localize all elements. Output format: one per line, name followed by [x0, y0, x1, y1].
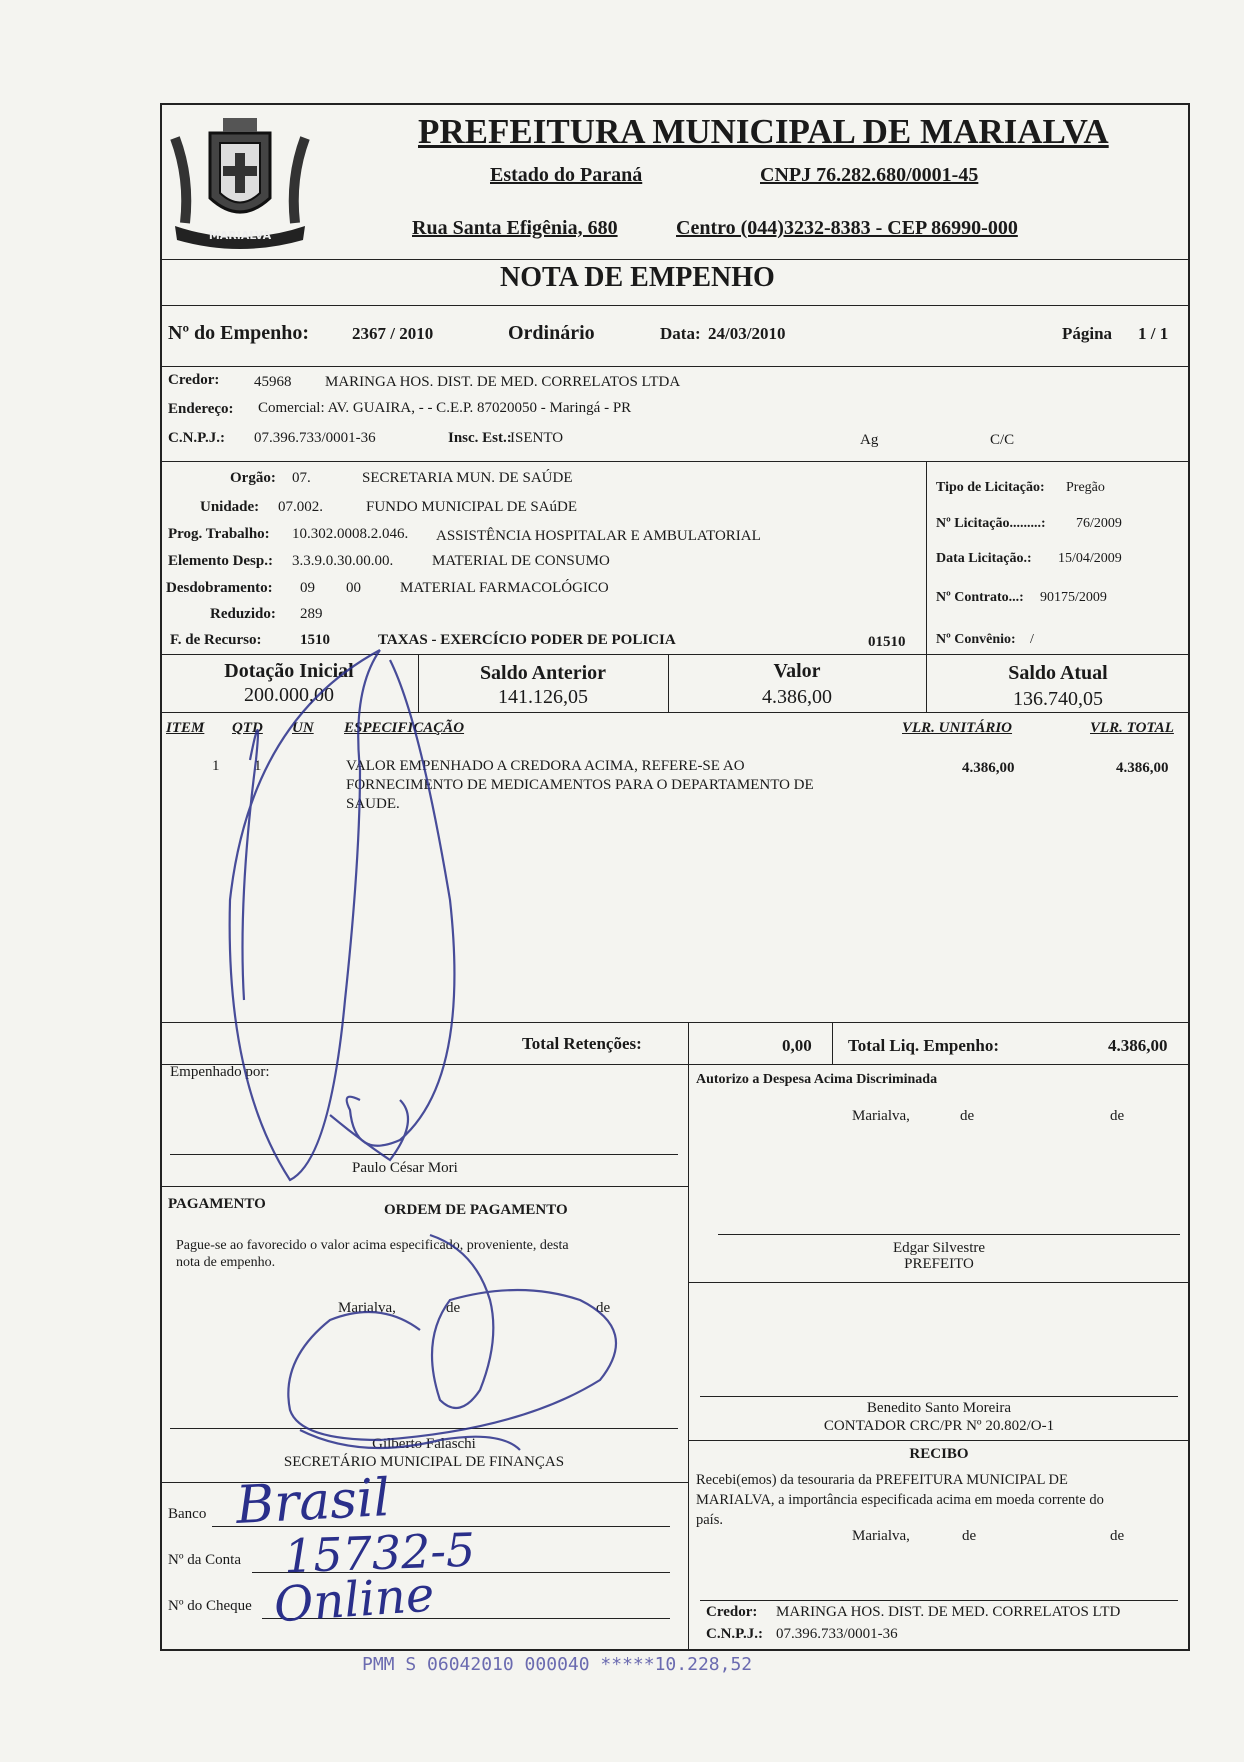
prefeito-name: Edgar Silvestre [892, 1240, 986, 1256]
date-label: Data: [660, 324, 701, 343]
page-value: 1 / 1 [1138, 324, 1169, 343]
reduzido-label: Reduzido: [210, 606, 276, 622]
col-vlr-total: VLR. TOTAL [1090, 720, 1174, 736]
pagamento-de1: de [446, 1300, 461, 1316]
pagamento-text1: Pague-se ao favorecido o valor acima especificado, proveniente, desta [176, 1238, 569, 1253]
cnpj-text: CNPJ 76.282.680/0001-45 [760, 164, 979, 186]
valor-value: 4.386,00 [762, 686, 832, 708]
unidade-value: FUNDO MUNICIPAL DE SAúDE [366, 499, 577, 515]
valor-label: Valor [773, 660, 821, 682]
contrato-value: 90175/2009 [1040, 590, 1107, 605]
empenho-type: Ordinário [508, 322, 595, 344]
recibo-label: RECIBO [909, 1446, 969, 1462]
page-label: Página [1062, 324, 1113, 343]
cheque-label: Nº do Cheque [168, 1598, 252, 1614]
banco-handwritten: Brasil [234, 1468, 392, 1536]
item-vlr-total: 4.386,00 [1116, 760, 1169, 776]
recibo-de2: de [1110, 1528, 1125, 1544]
autorizo-city: Marialva, [852, 1108, 910, 1124]
svg-text:MARIALVA: MARIALVA [208, 229, 272, 242]
recibo-cnpj-value: 07.396.733/0001-36 [776, 1626, 898, 1642]
col-un: UN [292, 720, 314, 736]
frec-code: 1510 [300, 632, 330, 648]
address-rest-text: Centro (044)3232-8383 - CEP 86990-000 [676, 217, 1018, 239]
empenhado-name: Paulo César Mori [352, 1160, 458, 1176]
insc-value: ISENTO [510, 430, 564, 446]
liq-value: 4.386,00 [1108, 1036, 1168, 1055]
address-text: Rua Santa Efigênia, 680 [412, 217, 618, 239]
pagamento-label: PAGAMENTO [168, 1196, 266, 1212]
col-item: ITEM [166, 720, 205, 736]
autorizo-de2: de [1110, 1108, 1125, 1124]
secretario-role: SECRETÁRIO MUNICIPAL DE FINANÇAS [283, 1454, 565, 1470]
item-qtd: 1 [254, 758, 262, 774]
item-number: 1 [212, 758, 220, 774]
data-licitacao-value: 15/04/2009 [1058, 551, 1122, 566]
ag-label: Ag [860, 432, 879, 448]
retencoes-value: 0,00 [782, 1036, 812, 1055]
reduzido-value: 289 [300, 606, 323, 622]
tipo-licitacao-value: Pregão [1066, 480, 1105, 495]
saldo-atual-value: 136.740,05 [1013, 688, 1103, 710]
saldo-anterior-label: Saldo Anterior [479, 662, 607, 684]
frec-code2: 01510 [868, 634, 906, 650]
conta-label: Nº da Conta [168, 1552, 241, 1568]
doc-title: NOTA DE EMPENHO [500, 262, 775, 293]
recibo-city: Marialva, [852, 1528, 910, 1544]
empenhado-label: Empenhado por: [170, 1064, 270, 1080]
desd-label: Desdobramento: [166, 580, 273, 596]
authentication-stamp: PMM S 06042010 000040 *****10.228,52 [362, 1654, 753, 1675]
prefeitura-title: PREFEITURA MUNICIPAL DE MARIALVA [418, 112, 1109, 151]
recibo-cnpj-label: C.N.P.J.: [706, 1626, 763, 1642]
frec-label: F. de Recurso: [170, 632, 262, 648]
elem-value: MATERIAL DE CONSUMO [432, 553, 610, 569]
dotacao-inicial-value: 200.000,00 [244, 684, 334, 706]
contador-name: Benedito Santo Moreira [866, 1400, 1012, 1416]
recibo-credor-label: Credor: [706, 1604, 758, 1620]
contrato-label: Nº Contrato...: [936, 590, 1024, 605]
autorizo-de1: de [960, 1108, 975, 1124]
recibo-credor-value: MARINGA HOS. DIST. DE MED. CORRELATOS LTD [776, 1604, 1121, 1620]
orgao-code: 07. [292, 470, 311, 486]
desd-code1: 09 [300, 580, 315, 596]
dotacao-inicial-label: Dotação Inicial [224, 660, 354, 682]
empenho-label: Nº do Empenho: [168, 322, 310, 344]
prog-label: Prog. Trabalho: [168, 526, 270, 542]
recibo-text2: MARIALVA, a importância especificada acima em moeda corrente do [696, 1492, 1104, 1508]
endereco-label: Endereço: [168, 401, 234, 417]
credor-cnpj: 07.396.733/0001-36 [254, 430, 376, 446]
credor-code: 45968 [254, 374, 292, 390]
unidade-code: 07.002. [278, 499, 323, 515]
item-desc-line3: SAUDE. [346, 796, 400, 812]
cheque-handwritten: Online [272, 1566, 437, 1634]
orgao-label: Orgão: [230, 470, 276, 486]
convenio-label: Nº Convênio: [936, 632, 1016, 647]
elem-code: 3.3.9.0.30.00.00. [292, 553, 394, 569]
credor-name: MARINGA HOS. DIST. DE MED. CORRELATOS LTDA [325, 374, 681, 390]
conta-handwritten: 15732-5 [283, 1522, 477, 1584]
tipo-licitacao-label: Tipo de Licitação: [936, 480, 1045, 495]
recibo-de1: de [962, 1528, 977, 1544]
desd-code2: 00 [346, 580, 361, 596]
data-licitacao-label: Data Licitação.: [936, 551, 1032, 566]
ordem-pagamento-label: ORDEM DE PAGAMENTO [384, 1202, 568, 1218]
pagamento-text2: nota de empenho. [176, 1255, 276, 1270]
prefeito-role: PREFEITO [904, 1256, 974, 1272]
saldo-atual-label: Saldo Atual [1008, 662, 1108, 684]
contador-role: CONTADOR CRC/PR Nº 20.802/O-1 [823, 1418, 1055, 1434]
frec-value: TAXAS - EXERCÍCIO PODER DE POLICIA [378, 632, 676, 648]
endereco-value: Comercial: AV. GUAIRA, - - C.E.P. 87020050 - Maringá - PR [258, 400, 632, 416]
col-espec: ESPECIFICAÇÃO [344, 720, 465, 736]
retencoes-label: Total Retenções: [522, 1034, 642, 1053]
recibo-text1: Recebi(emos) da tesouraria da PREFEITURA MUNICIPAL DE [696, 1472, 1068, 1488]
liq-label: Total Liq. Empenho: [848, 1036, 999, 1055]
pagamento-city: Marialva, [338, 1300, 396, 1316]
credor-label: Credor: [168, 372, 220, 388]
secretario-name: Gilberto Falaschi [372, 1436, 476, 1452]
convenio-value: / [1030, 632, 1034, 647]
item-desc-line2: FORNECIMENTO DE MEDICAMENTOS PARA O DEPARTAMENTO DE [346, 777, 814, 793]
saldo-anterior-value: 141.126,05 [498, 686, 588, 708]
cc-label: C/C [990, 432, 1015, 448]
num-licitacao-label: Nº Licitação.........: [936, 516, 1046, 531]
item-desc-line1: VALOR EMPENHADO A CREDORA ACIMA, REFERE-SE AO [346, 758, 745, 774]
elem-label: Elemento Desp.: [168, 553, 273, 569]
desd-value: MATERIAL FARMACOLÓGICO [400, 580, 609, 596]
num-licitacao-value: 76/2009 [1076, 516, 1122, 531]
unidade-label: Unidade: [200, 499, 260, 515]
credor-cnpj-label: C.N.P.J.: [168, 430, 225, 446]
col-qtd: QTD [232, 720, 263, 736]
empenho-number: 2367 / 2010 [352, 324, 434, 343]
orgao-value: SECRETARIA MUN. DE SAÚDE [362, 470, 573, 486]
col-vlr-unit: VLR. UNITÁRIO [902, 720, 1013, 736]
item-vlr-unit: 4.386,00 [962, 760, 1015, 776]
autorizo-label: Autorizo a Despesa Acima Discriminada [696, 1072, 938, 1087]
insc-label: Insc. Est.: [448, 430, 512, 446]
recibo-text3: país. [696, 1512, 723, 1528]
banco-label: Banco [168, 1506, 207, 1522]
state-text: Estado do Paraná [490, 164, 643, 186]
prog-value: ASSISTÊNCIA HOSPITALAR E AMBULATORIAL [436, 528, 761, 544]
prog-code: 10.302.0008.2.046. [292, 526, 409, 542]
pagamento-de2: de [596, 1300, 611, 1316]
date-value: 24/03/2010 [708, 324, 786, 343]
